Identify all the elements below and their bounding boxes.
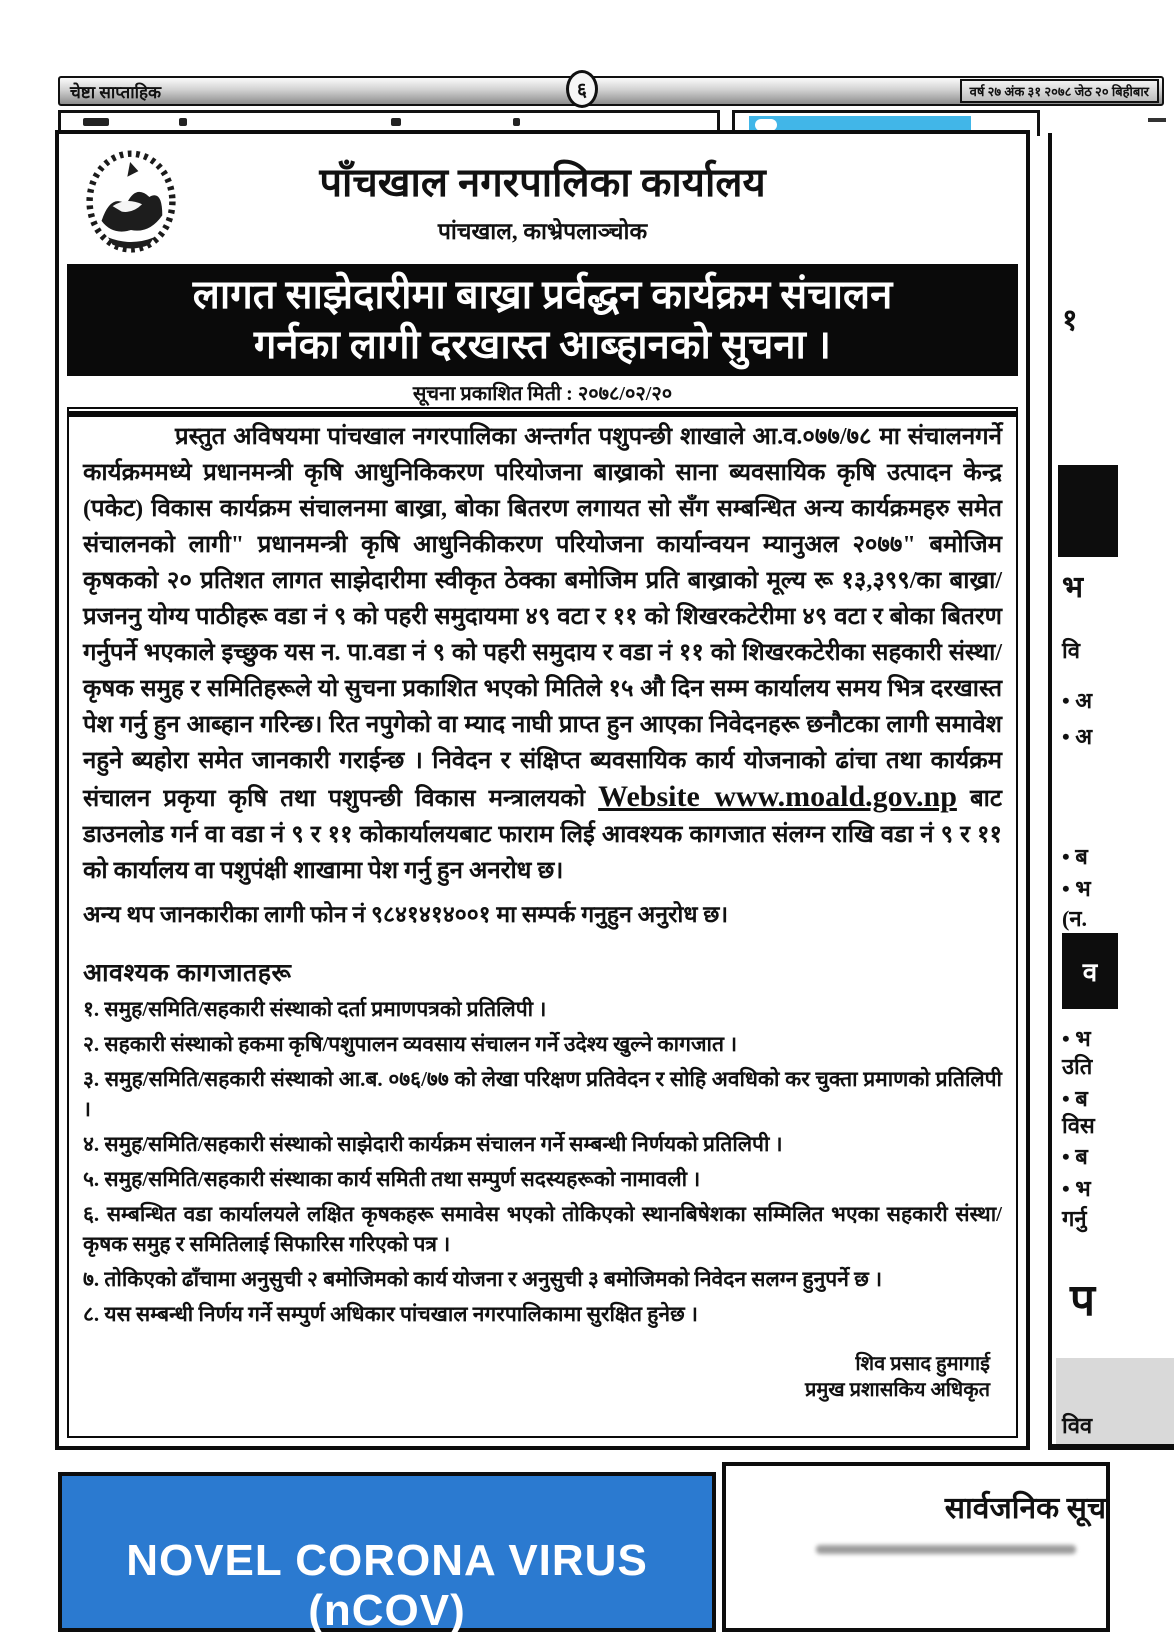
cutoff-text-fragment: • अ bbox=[1062, 724, 1093, 749]
cutoff-text-fragment: • ब bbox=[1062, 844, 1088, 869]
corona-advert-banner bbox=[58, 1472, 716, 1635]
cutoff-text-mark bbox=[391, 118, 401, 126]
document-list-item: २. सहकारी संस्थाको हकमा कृषि/पशुपालन व्यवसाय संचालन गर्ने उदेश्य खुल्ने कागजात । bbox=[83, 1032, 738, 1056]
cutoff-text-fragment: (न. bbox=[1062, 906, 1088, 931]
office-title: पाँचखाल नगरपालिका कार्यालय bbox=[319, 160, 766, 205]
issue-date-line: वर्ष २७ अंक ३१ २०७८ जेठ २० बिहीबार bbox=[960, 79, 1159, 103]
cutoff-headline-block bbox=[1058, 465, 1118, 557]
municipality-notice bbox=[55, 130, 1030, 1450]
document-list-item: ६. सम्बन्धित वडा कार्यालयले लक्षित कृषकहरू समावेस भएको तोकिएको स्थानबिषेशका सम्मिलित भएका सहकारी संस्था/कृषक समुह र समितिलाई सिफारिस गरिएको पत्र । bbox=[83, 1202, 1002, 1256]
newspaper-name: चेष्टा साप्ताहिक bbox=[70, 82, 162, 102]
notice-body bbox=[67, 407, 1018, 1438]
cutoff-text-fragment: व bbox=[1082, 958, 1098, 987]
required-documents-heading: आवश्यक कागजातहरू bbox=[83, 959, 292, 987]
document-list-item: ५. समुह/समिति/सहकारी संस्थाका कार्य समिती तथा सम्पुर्ण सदस्यहरूको नामावली । bbox=[83, 1167, 701, 1191]
website-link: Website www.moald.gov.np bbox=[598, 780, 957, 813]
document-list-item: १. समुह/समिति/सहकारी संस्थाको दर्ता प्रमाणपत्रको प्रतिलिपी । bbox=[83, 997, 547, 1021]
cutoff-text-fragment: • ब bbox=[1062, 1086, 1088, 1111]
cutoff-right-column bbox=[1048, 133, 1174, 1450]
cutoff-headline-block bbox=[1062, 933, 1118, 1009]
municipality-emblem-icon bbox=[85, 148, 177, 256]
blurred-text-line bbox=[816, 1545, 1076, 1554]
cutoff-text-fragment: वि bbox=[1062, 638, 1080, 663]
corona-banner-text: NOVEL CORONA VIRUS (nCOV) bbox=[126, 1536, 648, 1635]
cutoff-text-fragment: विस bbox=[1062, 1113, 1095, 1138]
cutoff-text-fragment: भ bbox=[1062, 571, 1084, 604]
cutoff-text-mark bbox=[83, 118, 109, 126]
signatory-title: प्रमुख प्रशासकिय अधिकृत bbox=[804, 1379, 990, 1401]
signatory-name: शिव प्रसाद हुमागाई bbox=[855, 1353, 990, 1375]
page-number-badge bbox=[566, 70, 598, 108]
notice-headline-banner bbox=[67, 264, 1018, 376]
document-list-item: ७. तोकिएको ढाँचामा अनुसुची २ बमोजिमको कार्य योजना र अनुसुची ३ बमोजिमको निवेदन सलग्न हुनुपर्ने छ । bbox=[83, 1267, 883, 1291]
document-list-item: ८. यस सम्बन्धी निर्णय गर्ने सम्पुर्ण अधिकार पांचखाल नगरपालिकामा सुरक्षित हुनेछ । bbox=[83, 1302, 698, 1326]
cutoff-text-fragment: • भ bbox=[1062, 1176, 1091, 1201]
headline-line2: गर्नका लागी दरखास्त आब्हानको सुचना । bbox=[253, 322, 832, 367]
cutoff-text-fragment: • ब bbox=[1062, 1144, 1088, 1169]
cutoff-text-fragment: १ bbox=[1062, 304, 1078, 337]
cutoff-text-mark bbox=[513, 118, 520, 126]
cutoff-text-fragment: गर्नु bbox=[1062, 1206, 1087, 1231]
notice-paragraph bbox=[83, 419, 1002, 889]
public-notice-box bbox=[722, 1462, 1110, 1632]
cutoff-text-fragment: प bbox=[1070, 1276, 1095, 1325]
newspaper-masthead bbox=[58, 76, 1164, 106]
cutoff-text-fragment: उति bbox=[1062, 1054, 1093, 1079]
cutoff-text-mark bbox=[179, 118, 187, 126]
contact-phone-line: अन्य थप जानकारीका लागी फोन नं ९८४१४१४००१ मा सम्पर्क गनुहुन अनुरोध छ। bbox=[83, 902, 729, 927]
cutoff-text-fragment: • भ bbox=[1062, 876, 1091, 901]
page-number: ६ bbox=[577, 80, 587, 101]
cutoff-text-fragment: • अ bbox=[1062, 688, 1093, 713]
cutoff-text-fragment: विव bbox=[1062, 1413, 1093, 1438]
publish-date-line: सूचना प्रकाशित मिती : २०७८/०२/२० bbox=[67, 376, 1018, 417]
cutoff-gray-block bbox=[1056, 1358, 1174, 1444]
headline-line1: लागत साझेदारीमा बाख्रा प्रर्वद्धन कार्यक्रम संचालन bbox=[192, 272, 893, 317]
paragraph-part1: प्रस्तुत अविषयमा पांचखाल नगरपालिका अन्तर्गत पशुपन्छी शाखाले आ.व.०७७/७८ मा संचालनगर्ने कार्यक्रममध्ये प्रधानमन्त्री कृषि आधुनिकिकरण परियोजना बाख्राको साना ब्यवसायिक कृषि उत्पादन केन्द्र (पकेट) विकास कार्यक्रम संचालनमा बाख्रा, बोका बितरण लगायत सो सँग सम्बन्धित अन्य कार्यक्रमहरु समेत संचालनको लागी" प्रधानमन्त्री कृषि आधुनिकीकरण परियोजना कार्यान्वयन म्यानुअल २०७७" बमोजिम कृषकको २० प्रतिशत लागत साझेदारीमा स्वीकृत ठेक्का बमोजिम प्रति बाख्राको मूल्य रू १३,३९९/का बाख्रा/प्रजननु योग्य पाठीहरू वडा नं ९ को पहरी समुदायमा ४९ वटा र ११ को शिखरकटेरीमा ४९ वटा र बोका बितरण गर्नुपर्ने भएकाले इच्छुक यस न. पा.वडा नं ९ को पहरी समुदाय र वडा नं ११ को शिखरकटेरीका सहकारी संस्था/कृषक समुह र समितिहरूले यो सुचना प्रकाशित भएको मितिले १५ औ दिन सम्म कार्यालय समय भित्र दरखास्त पेश गर्नु हुन आब्हान गरिन्छ। रित नपुगेको वा म्याद नाघी प्राप्त हुन आएका निवेदनहरू छनौटका लागी समावेश नहुने ब्यहोरा समेत जानकारी गराईन्छ । निवेदन र संक्षिप्त ब्यवसायिक कार्य योजनाको ढांचा तथा कार्यक्रम संचालन प्रकृया कृषि तथा पशुपन्छी विकास मन्त्रालयको bbox=[83, 424, 1002, 812]
document-list-item: ३. समुह/समिति/सहकारी संस्थाको आ.ब. ०७६/७७ को लेखा परिक्षण प्रतिवेदन र सोहि अवधिको कर चुक्ता प्रमाणको प्रतिलिपी । bbox=[83, 1067, 1002, 1121]
public-notice-heading: सार्वजनिक सूच bbox=[944, 1492, 1106, 1525]
office-subtitle: पांचखाल, काभ्रेपलाञ्चोक bbox=[437, 219, 648, 244]
cutoff-text-fragment: • भ bbox=[1062, 1026, 1091, 1051]
cutoff-mark bbox=[1148, 118, 1166, 122]
paragraph-part2: बाट डाउनलोड गर्न वा वडा नं ९ र ११ कोकार्यालयबाट फाराम लिई आवश्यक कागजात संलग्न राखि वडा नं ९ र ११ को कार्यालय वा पशुपंक्षी शाखामा पेश गर्नु हुन अनरोध छ। bbox=[83, 786, 1002, 884]
signature-block bbox=[83, 1351, 1002, 1403]
document-list-item: ४. समुह/समिति/सहकारी संस्थाको साझेदारी कार्यक्रम संचालन गर्ने सम्बन्धी निर्णयको प्रतिलिपी । bbox=[83, 1132, 783, 1156]
